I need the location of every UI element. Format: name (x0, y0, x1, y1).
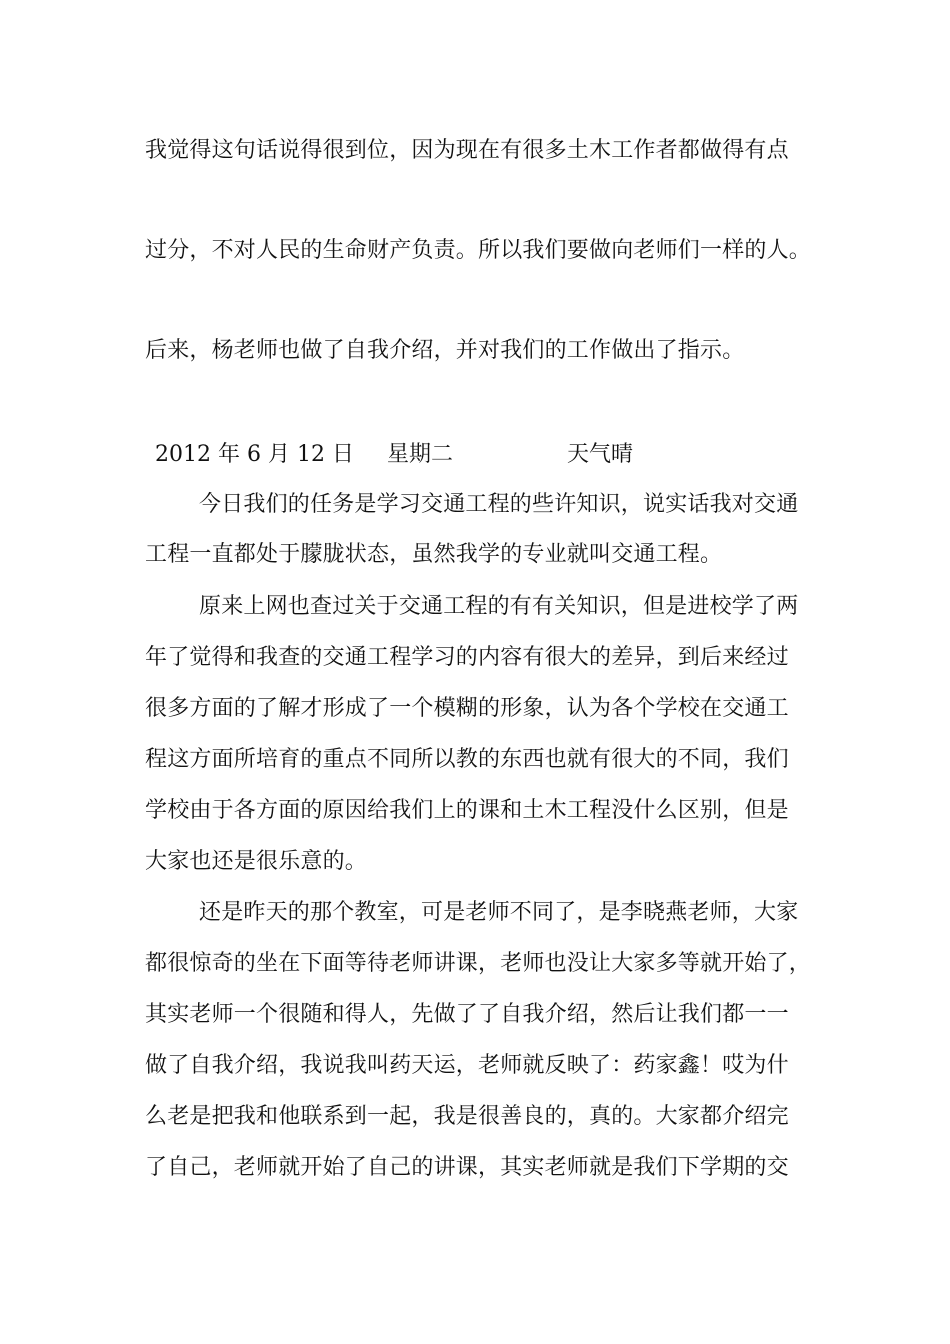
paragraph-line: 做了自我介绍，我说我叫药天运，老师就反映了：药家鑫！哎为什 (145, 1053, 789, 1078)
diary-entry-header (155, 440, 795, 470)
paragraph-line: 工程一直都处于朦胧状态，虽然我学的专业就叫交通工程。 (145, 542, 723, 567)
paragraph-line: 年了觉得和我查的交通工程学习的内容有很大的差异，到后来经过 (145, 645, 789, 670)
paragraph-line: 了自己，老师就开始了自己的讲课，其实老师就是我们下学期的交 (145, 1155, 789, 1180)
paragraph-first-line: 原来上网也查过关于交通工程的有有关知识，但是进校学了两 (199, 594, 799, 619)
paragraph-line: 过分，不对人民的生命财产负责。所以我们要做向老师们一样的人。 (145, 238, 812, 263)
entry-weekday: 星期二 (387, 442, 454, 467)
paragraph-first-line: 今日我们的任务是学习交通工程的些许知识，说实话我对交通 (199, 492, 799, 517)
paragraph-line: 学校由于各方面的原因给我们上的课和土木工程没什么区别，但是 (145, 798, 789, 823)
paragraph-line: 么老是把我和他联系到一起，我是很善良的，真的。大家都介绍完 (145, 1104, 789, 1129)
paragraph-first-line: 还是昨天的那个教室，可是老师不同了，是李晓燕老师，大家 (199, 900, 799, 925)
paragraph-line: 我觉得这句话说得很到位，因为现在有很多土木工作者都做得有点 (145, 138, 789, 163)
paragraph-line: 都很惊奇的坐在下面等待老师讲课，老师也没让大家多等就开始了， (145, 951, 812, 976)
paragraph-line: 很多方面的了解才形成了一个模糊的形象，认为各个学校在交通工 (145, 696, 789, 721)
paragraph-line: 其实老师一个很随和得人，先做了了自我介绍，然后让我们都一一 (145, 1002, 789, 1027)
paragraph-line: 大家也还是很乐意的。 (145, 849, 368, 874)
entry-date: 2012 年 6 月 12 日 (155, 442, 354, 467)
paragraph-line: 程这方面所培育的重点不同所以教的东西也就有很大的不同，我们 (145, 747, 789, 772)
entry-weather: 天气晴 (567, 442, 634, 467)
paragraph-line: 后来，杨老师也做了自我介绍，并对我们的工作做出了指示。 (145, 338, 745, 363)
